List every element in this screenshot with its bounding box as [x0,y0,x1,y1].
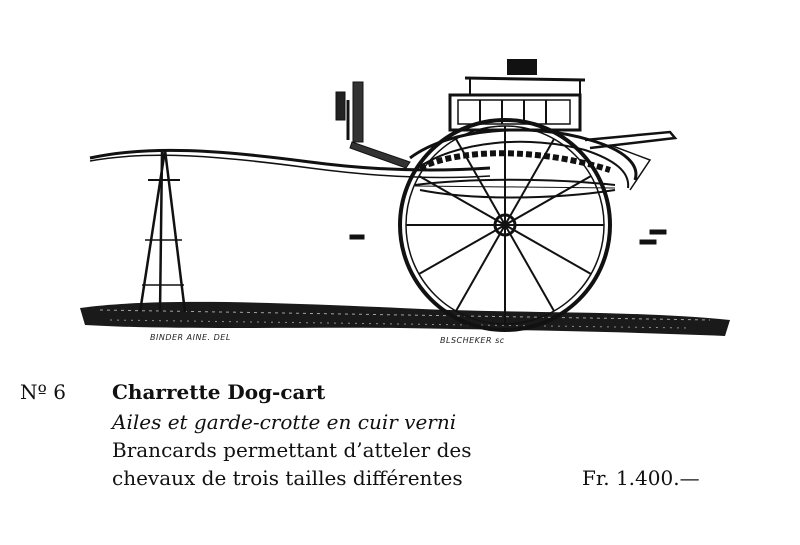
item-title: Charrette Dog-cart [112,380,326,404]
item-description-line-2: chevaux de trois tailles différentes [112,466,463,490]
ground-shadow [80,302,730,336]
springs [415,180,615,198]
wheel [400,120,610,330]
item-description-line-1: Brancards permettant d’atteler des [112,438,472,462]
trestle-stand [140,150,185,312]
item-number: Nº 6 [20,380,66,404]
dog-cart-engraving [70,40,770,370]
item-price: Fr. 1.400.— [582,466,700,490]
engraver-credit-right: BLSCHEKER sc [440,336,505,345]
dashboard-lamp [336,82,410,168]
item-subtitle: Ailes et garde-crotte en cuir verni [112,410,457,434]
engraver-credit-left: BINDER AINE. DEL [150,333,231,342]
